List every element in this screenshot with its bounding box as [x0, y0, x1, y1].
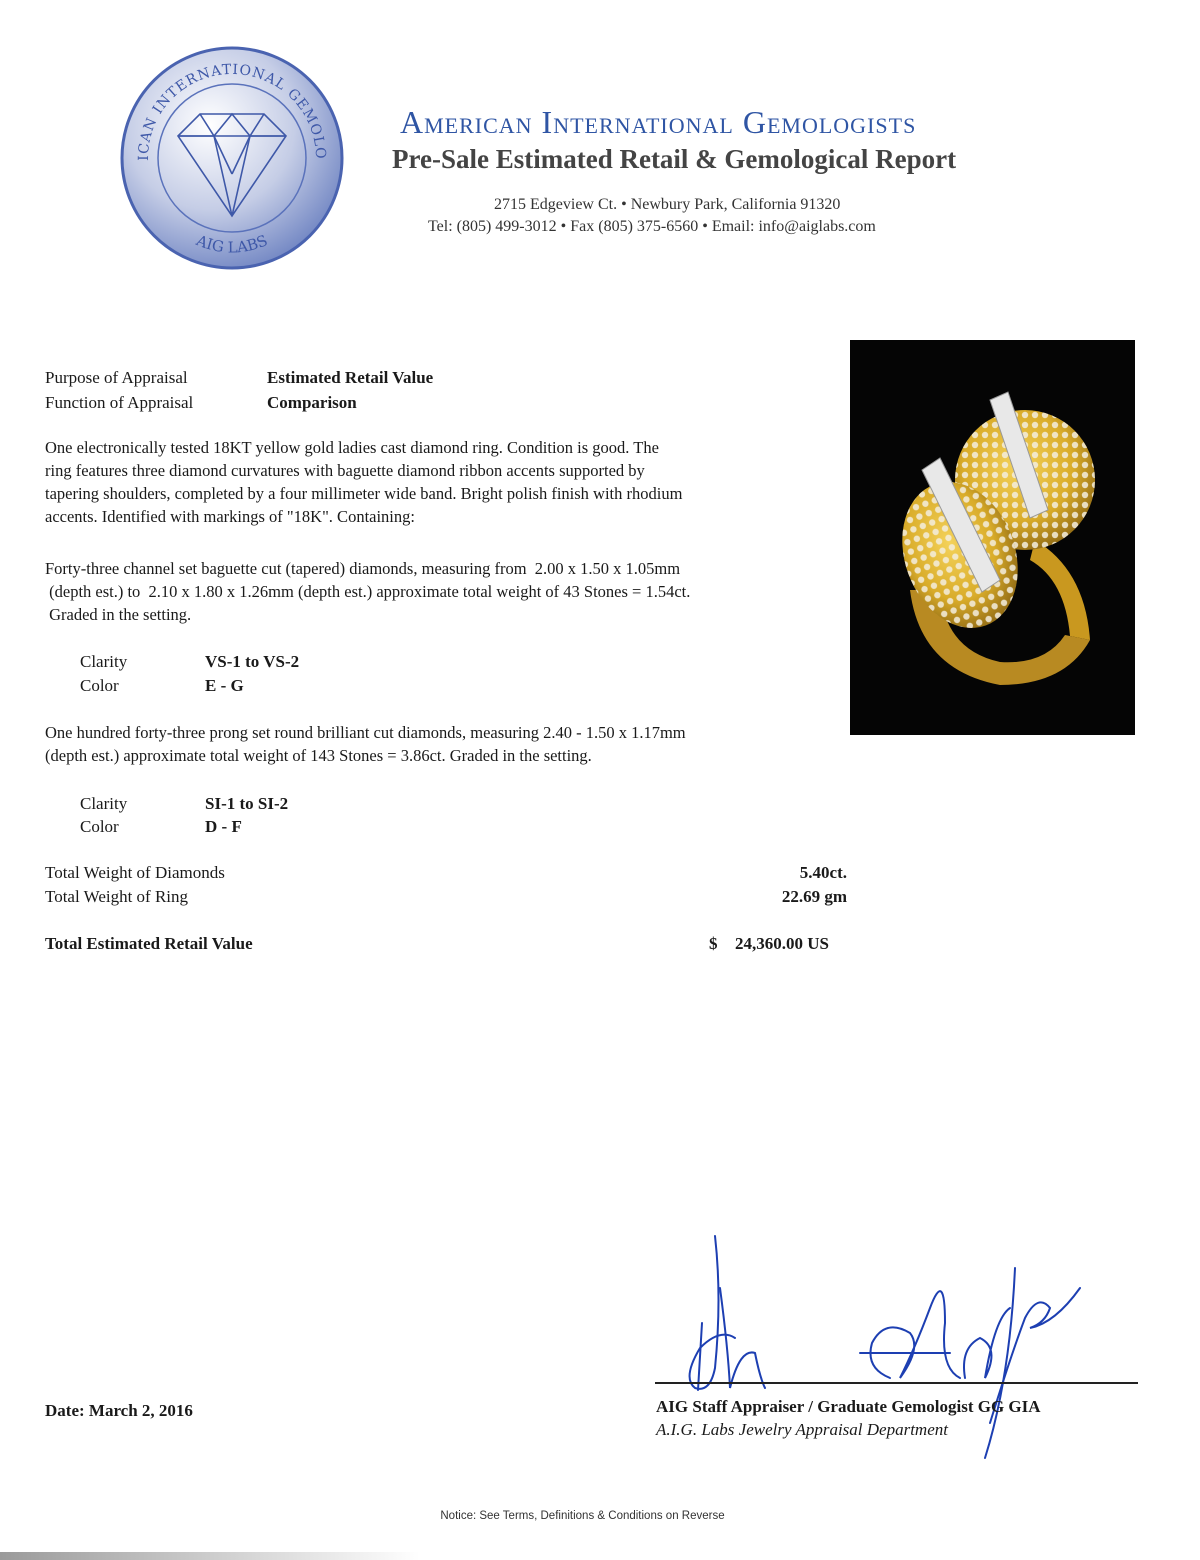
description-line: accents. Identified with markings of "18K". Containing: [45, 507, 415, 526]
total-retail-value: 24,360.00 US [735, 934, 829, 953]
baguette-line: Forty-three channel set baguette cut (tapered) diamonds, measuring from 2.00 x 1.50 x 1.05mm [45, 559, 681, 578]
round-color-label: Color [80, 817, 119, 836]
appraiser-signature [660, 1228, 1140, 1478]
round-color-value: D - F [205, 817, 242, 836]
total-weight-ring-label: Total Weight of Ring [45, 887, 189, 906]
svg-text:AIG LABS: AIG LABS [193, 231, 271, 257]
function-label: Function of Appraisal [45, 393, 194, 412]
baguette-clarity-value: VS-1 to VS-2 [205, 652, 300, 671]
round-diamonds-description [45, 721, 815, 767]
baguette-line: (depth est.) to 2.10 x 1.80 x 1.26mm (depth est.) approximate total weight of 43 Stones = 1.54ct. [45, 582, 691, 601]
baguette-color-label: Color [80, 676, 119, 695]
appraiser-department: A.I.G. Labs Jewelry Appraisal Department [656, 1420, 948, 1439]
baguette-clarity-label: Clarity [80, 652, 128, 671]
round-clarity-label: Clarity [80, 794, 128, 813]
appraiser-title: AIG Staff Appraiser / Graduate Gemologist GG GIA [656, 1397, 1041, 1416]
description-line: One electronically tested 18KT yellow gold ladies cast diamond ring. Condition is good. The [45, 438, 659, 457]
purpose-label: Purpose of Appraisal [45, 368, 188, 387]
signature-line [655, 1382, 1138, 1384]
function-value: Comparison [267, 393, 357, 412]
scan-edge-shadow [0, 1552, 420, 1560]
total-weight-diamonds-value: 5.40ct. [799, 863, 847, 882]
contact-line: Tel: (805) 499-3012 • Fax (805) 375-6560 • Email: info@aiglabs.com [428, 218, 876, 235]
report-title: Pre-Sale Estimated Retail & Gemological Report [392, 144, 957, 174]
total-weight-diamonds-label: Total Weight of Diamonds [45, 863, 225, 882]
description-line: tapering shoulders, completed by a four millimeter wide band. Bright polish finish with rhodium [45, 484, 683, 503]
baguette-diamonds-description [45, 557, 815, 626]
description-line: ring features three diamond curvatures with baguette diamond ribbon accents supported by [45, 461, 645, 480]
baguette-color-value: E - G [205, 676, 244, 695]
ring-photo [850, 340, 1135, 735]
round-line: (depth est.) approximate total weight of 143 Stones = 3.86ct. Graded in the setting. [45, 746, 592, 765]
round-clarity-value: SI-1 to SI-2 [205, 794, 289, 813]
terms-notice: Notice: See Terms, Definitions & Conditions on Reverse [440, 1510, 725, 1522]
baguette-line: Graded in the setting. [45, 605, 192, 624]
aig-labs-logo-seal [118, 44, 346, 272]
purpose-value: Estimated Retail Value [267, 368, 434, 387]
address-line: 2715 Edgeview Ct. • Newbury Park, California 91320 [494, 196, 841, 213]
round-line: One hundred forty-three prong set round brilliant cut diamonds, measuring 2.40 - 1.50 x 1.17mm [45, 723, 686, 742]
svg-text:AMERICAN INTERNATIONAL GEMOLOG: ICAN INTERNATIONAL GEMOLO [135, 61, 329, 161]
organization-name: American International Gemologists [400, 104, 917, 140]
currency-symbol: $ [709, 934, 718, 953]
report-date: Date: March 2, 2016 [45, 1401, 193, 1420]
total-weight-ring-value: 22.69 gm [781, 887, 847, 906]
ring-description [45, 436, 805, 528]
total-retail-value-label: Total Estimated Retail Value [45, 934, 253, 953]
